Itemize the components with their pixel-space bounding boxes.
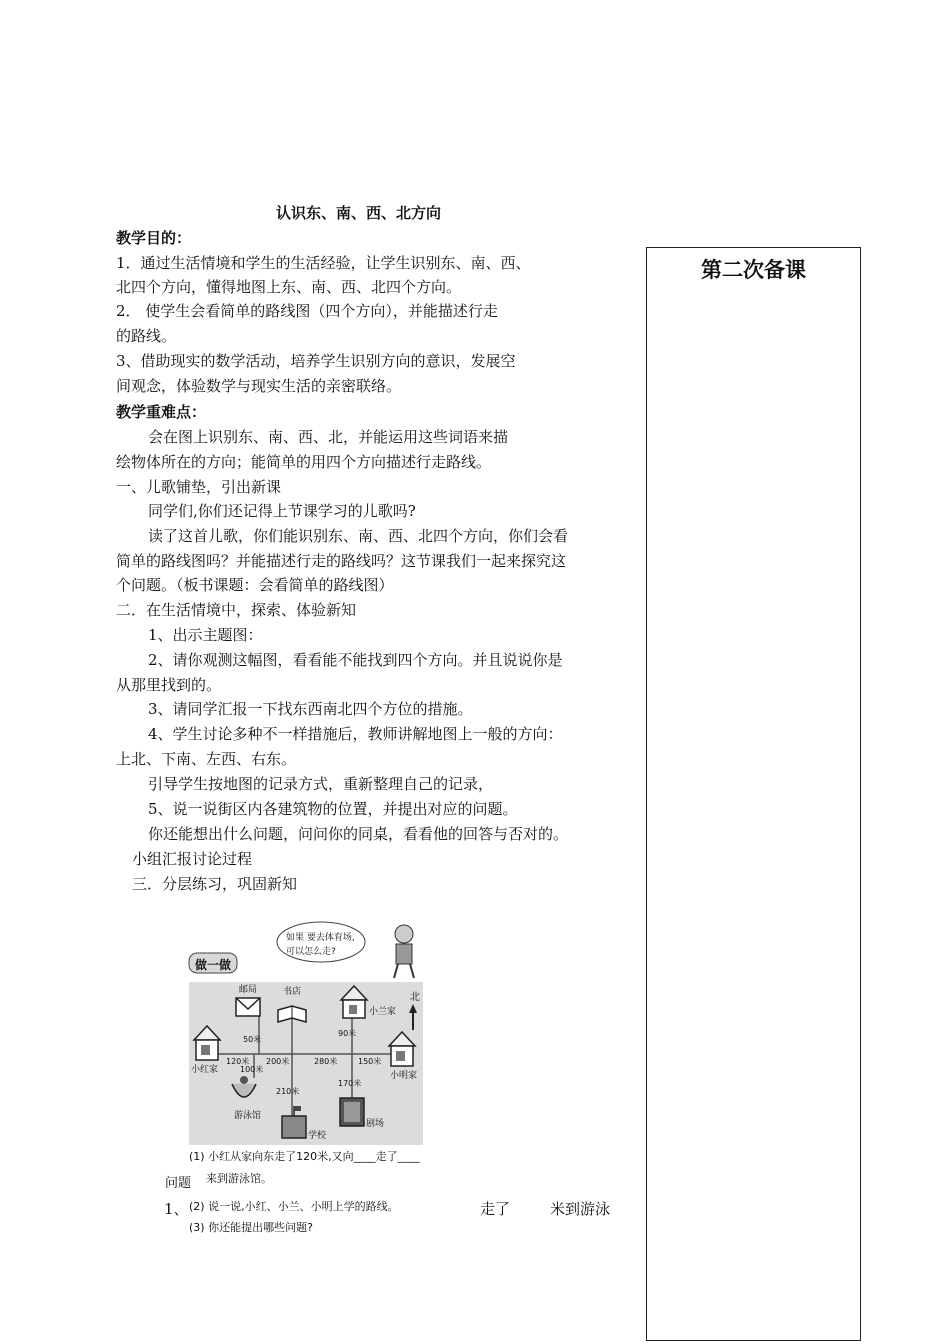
distance-label: 200米 <box>266 1057 290 1066</box>
text-fragment: 走了 <box>480 1200 511 1218</box>
section2-line: 2、请你观测这幅图，看看能不能找到四个方向。并且说说你是 <box>148 651 563 669</box>
objectives-heading: 教学目的： <box>116 229 192 247</box>
section2-line: 引导学生按地图的记录方式，重新整理自己的记录， <box>148 775 494 793</box>
objective-line: 2． 使学生会看简单的路线图（四个方向），并能描述行走 <box>116 302 498 320</box>
objective-line: 的路线。 <box>116 327 177 345</box>
keypoints-heading: 教学重难点： <box>116 403 207 421</box>
theater-label: 剧场 <box>366 1119 385 1129</box>
post-office-label: 邮局 <box>239 985 258 995</box>
distance-label: 150米 <box>358 1057 382 1066</box>
child-head <box>395 925 413 943</box>
school-label: 学校 <box>308 1131 327 1141</box>
route-map-figure <box>186 918 432 1238</box>
child-leg <box>410 964 414 978</box>
distance-label: 90米 <box>338 1029 357 1038</box>
section2-line: 从那里找到的。 <box>116 676 222 694</box>
section2-line: 你还能想出什么问题，问问你的同桌，看看他的回答与否对的。 <box>148 825 569 843</box>
bookstore-label: 书店 <box>283 987 302 997</box>
question-1-cont: 来到游泳馆。 <box>206 1172 272 1185</box>
question-3: (3) 你还能提出哪些问题? <box>189 1221 313 1234</box>
objective-line: 间观念，体验数学与现实生活的亲密联络。 <box>116 377 402 395</box>
section1-heading: 一、儿歌铺垫，引出新课 <box>116 478 282 496</box>
xiaohong-home-label: 小红家 <box>191 1065 219 1075</box>
distance-label: 210米 <box>276 1087 300 1096</box>
section2-line: 3、请同学汇报一下找东西南北四个方位的措施。 <box>148 700 473 718</box>
section3-heading: 三．分层练习，巩固新知 <box>132 875 298 893</box>
question-1: (1) 小红从家向东走了120米,又向____走了____ <box>189 1150 420 1163</box>
text-fragment: 问题 <box>165 1176 192 1191</box>
child-leg <box>394 964 398 978</box>
text-fragment: 米到游泳 <box>550 1200 611 1218</box>
distance-label: 100米 <box>240 1065 264 1074</box>
north-label: 北 <box>410 992 420 1003</box>
section2-line: 4、学生讨论多种不一样措施后，教师讲解地图上一般的方向： <box>148 725 563 743</box>
pool-label: 游泳馆 <box>234 1111 262 1121</box>
bubble-text: 可以怎么走? <box>286 947 336 957</box>
bubble-text: 如果 要去体育场, <box>286 933 355 943</box>
question-2: (2) 说一说,小红、小兰、小明上学的路线。 <box>189 1200 399 1213</box>
section2-line: 1、出示主题图： <box>148 626 263 644</box>
objective-line: 3、借助现实的数学活动，培养学生识别方向的意识，发展空 <box>116 352 516 370</box>
distance-label: 170米 <box>338 1079 362 1088</box>
page-title: 认识东、南、西、北方向 <box>276 204 442 222</box>
section2-line: 5、说一说街区内各建筑物的位置，并提出对应的问题。 <box>148 800 518 818</box>
objective-line: 北四个方向，懂得地图上东、南、西、北四个方向。 <box>116 278 462 296</box>
do-it-badge: 做一做 <box>195 958 232 972</box>
objective-line: 1．通过生活情境和学生的生活经验，让学生识别东、南、西、 <box>116 254 531 272</box>
section2-heading: 二．在生活情境中，探索、体验新知 <box>116 601 357 619</box>
child-body <box>396 944 412 964</box>
distance-label: 280米 <box>314 1057 338 1066</box>
xiaoming-home-label: 小明家 <box>390 1071 418 1081</box>
distance-label: 120米 <box>226 1057 250 1066</box>
section1-line: 读了这首儿歌，你们能识别东、南、西、北四个方向，你们会看 <box>148 527 569 545</box>
section1-line: 简单的路线图吗？并能描述行走的路线吗？这节课我们一起来探究这 <box>116 552 567 570</box>
section2-line: 小组汇报讨论过程 <box>132 850 253 868</box>
section1-line: 同学们,你们还记得上节课学习的儿歌吗? <box>148 502 416 520</box>
xiaolan-home-label: 小兰家 <box>369 1007 397 1017</box>
keypoint-line: 绘物体所在的方向；能简单的用四个方向描述行走路线。 <box>116 453 492 471</box>
text-fragment: 1、 <box>164 1200 189 1218</box>
second-preparation-title: 第二次备课 <box>701 258 806 282</box>
distance-label: 50米 <box>243 1035 262 1044</box>
school-icon <box>282 1116 306 1138</box>
second-preparation-box <box>646 247 861 1341</box>
section1-line: 个问题。（板书课题：会看简单的路线图） <box>116 576 394 594</box>
section2-line: 上北、下南、左西、右东。 <box>116 750 297 768</box>
keypoint-line: 会在图上识别东、南、西、北，并能运用这些词语来描 <box>148 428 509 446</box>
